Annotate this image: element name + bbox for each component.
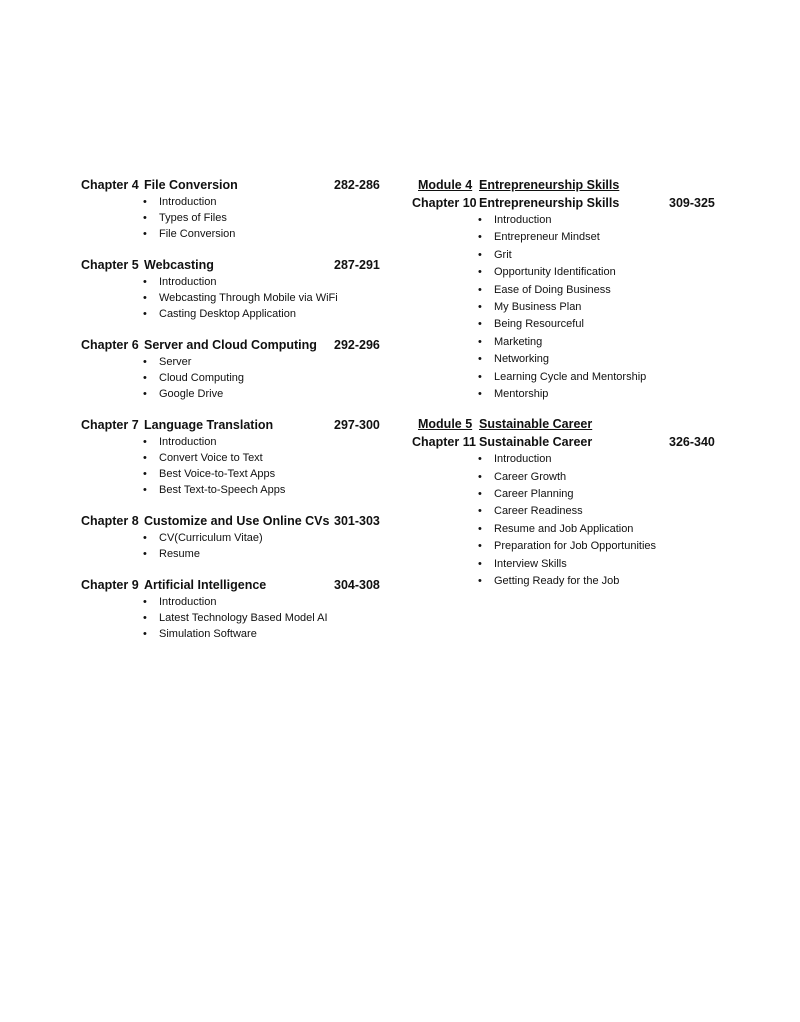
- topic-item: [81, 482, 391, 498]
- bullet-icon: •: [478, 266, 482, 279]
- bullet-icon: •: [478, 453, 482, 466]
- bullet-icon: •: [143, 308, 147, 320]
- topic-label: Best Text-to-Speech Apps: [159, 484, 286, 496]
- topic-label: File Conversion: [159, 228, 236, 240]
- topic-label: Introduction: [159, 276, 217, 288]
- topic-item: [412, 469, 732, 486]
- bullet-icon: •: [143, 548, 147, 560]
- topic-item: [412, 316, 732, 333]
- bullet-icon: •: [143, 196, 147, 208]
- topic-list: [81, 274, 391, 322]
- chapter-heading: [412, 433, 732, 451]
- bullet-icon: •: [143, 452, 147, 464]
- bullet-icon: •: [478, 522, 482, 535]
- bullet-icon: •: [143, 372, 147, 384]
- topic-item: [412, 451, 732, 468]
- bullet-icon: •: [478, 505, 482, 518]
- topic-label: My Business Plan: [494, 300, 582, 313]
- toc-chapter: [81, 176, 391, 242]
- topic-label: Casting Desktop Application: [159, 308, 296, 320]
- chapter-heading: [81, 416, 391, 434]
- topic-item: [81, 594, 391, 610]
- chapter-page-range: 326-340: [669, 435, 715, 450]
- topic-item: [412, 486, 732, 503]
- chapter-title: File Conversion: [144, 178, 238, 192]
- topic-list: [81, 354, 391, 402]
- topic-item: [81, 370, 391, 386]
- chapter-title: Entrepreneurship Skills: [479, 196, 620, 210]
- bullet-icon: •: [478, 470, 482, 483]
- topic-label: Career Planning: [494, 488, 574, 501]
- topic-item: [81, 274, 391, 290]
- topic-label: Opportunity Identification: [494, 266, 616, 279]
- topic-label: Career Growth: [494, 470, 567, 483]
- bullet-icon: •: [478, 231, 482, 244]
- chapter-heading: [81, 336, 391, 354]
- topic-item: [412, 299, 732, 316]
- topic-item: [81, 306, 391, 322]
- topic-label: Resume: [159, 548, 200, 560]
- bullet-icon: •: [478, 387, 482, 400]
- topic-label: Marketing: [494, 335, 543, 348]
- topic-label: Interview Skills: [494, 557, 567, 570]
- topic-item: [81, 194, 391, 210]
- topic-item: [412, 521, 732, 538]
- bullet-icon: •: [143, 628, 147, 640]
- topic-item: [81, 450, 391, 466]
- topic-label: Getting Ready for the Job: [494, 575, 620, 588]
- topic-label: CV(Curriculum Vitae): [159, 532, 263, 544]
- topic-item: [412, 282, 732, 299]
- chapter-page-range: 297-300: [334, 418, 380, 432]
- bullet-icon: •: [478, 370, 482, 383]
- topic-item: [81, 386, 391, 402]
- bullet-icon: •: [478, 353, 482, 366]
- module-number: Module 4: [418, 178, 473, 192]
- topic-item: [412, 247, 732, 264]
- toc-left-column: [81, 176, 391, 656]
- topic-list: [81, 434, 391, 498]
- chapter-number: Chapter 4: [81, 178, 139, 192]
- chapter-number: Chapter 11: [412, 435, 476, 450]
- topic-item: [81, 290, 391, 306]
- topic-label: Introduction: [159, 436, 217, 448]
- bullet-icon: •: [478, 540, 482, 553]
- bullet-icon: •: [478, 300, 482, 313]
- topic-item: [81, 210, 391, 226]
- chapter-heading: [81, 256, 391, 274]
- chapter-number: Chapter 6: [81, 338, 139, 352]
- bullet-icon: •: [143, 532, 147, 544]
- chapter-number: Chapter 9: [81, 578, 139, 592]
- topic-item: [412, 264, 732, 281]
- topic-item: [81, 610, 391, 626]
- module-heading: [412, 415, 732, 433]
- module-title: Entrepreneurship Skills: [479, 178, 620, 192]
- chapter-title: Artificial Intelligence: [144, 578, 267, 592]
- bullet-icon: •: [143, 388, 147, 400]
- chapter-heading: [81, 512, 391, 530]
- toc-chapter: [81, 512, 391, 562]
- bullet-icon: •: [478, 318, 482, 331]
- topic-label: Career Readiness: [494, 505, 583, 518]
- bullet-icon: •: [478, 214, 482, 226]
- chapter-number: Chapter 5: [81, 258, 139, 272]
- chapter-heading: [412, 194, 732, 212]
- topic-list: [81, 194, 391, 242]
- topic-label: Learning Cycle and Mentorship: [494, 370, 647, 383]
- topic-label: Server: [159, 356, 192, 368]
- topic-item: [412, 212, 732, 229]
- topic-label: Ease of Doing Business: [494, 283, 611, 296]
- topic-label: Preparation for Job Opportunities: [494, 540, 657, 553]
- toc-chapter: [81, 256, 391, 322]
- topic-item: [412, 386, 732, 403]
- topic-label: Networking: [494, 353, 550, 366]
- module-title: Sustainable Career: [479, 417, 593, 432]
- topic-label: Cloud Computing: [159, 372, 244, 384]
- topic-label: Introduction: [159, 196, 217, 208]
- bullet-icon: •: [478, 248, 482, 261]
- chapter-heading: [81, 576, 391, 594]
- topic-item: [412, 538, 732, 555]
- topic-item: [81, 626, 391, 642]
- topic-label: Introduction: [494, 214, 552, 226]
- chapter-heading: [81, 176, 391, 194]
- chapter-number: Chapter 7: [81, 418, 139, 432]
- topic-item: [81, 546, 391, 562]
- topic-item: [412, 351, 732, 368]
- topic-item: [81, 226, 391, 242]
- bullet-icon: •: [143, 356, 147, 368]
- chapter-number: Chapter 10: [412, 196, 477, 210]
- chapter-title: Webcasting: [144, 258, 214, 272]
- bullet-icon: •: [478, 283, 482, 296]
- chapter-title: Language Translation: [144, 418, 274, 432]
- bullet-icon: •: [143, 212, 147, 224]
- toc-chapter: [81, 416, 391, 498]
- toc-chapter: [81, 336, 391, 402]
- bullet-icon: •: [143, 612, 147, 624]
- topic-label: Introduction: [494, 453, 552, 466]
- toc-right-column: [412, 176, 732, 590]
- topic-label: Entrepreneur Mindset: [494, 231, 600, 244]
- topic-item: [412, 229, 732, 246]
- chapter-page-range: 309-325: [669, 196, 715, 210]
- bullet-icon: •: [478, 335, 482, 348]
- topic-list: [412, 451, 732, 590]
- toc-chapter: [412, 194, 732, 403]
- bullet-icon: •: [143, 484, 147, 496]
- chapter-page-range: 304-308: [334, 578, 380, 592]
- topic-list: [412, 212, 732, 403]
- bullet-icon: •: [143, 228, 147, 240]
- chapter-title: Customize and Use Online CVs: [144, 514, 330, 528]
- chapter-page-range: 282-286: [334, 178, 380, 192]
- bullet-icon: •: [143, 292, 147, 304]
- topic-item: [81, 434, 391, 450]
- topic-label: Convert Voice to Text: [159, 452, 263, 464]
- topic-item: [412, 573, 732, 590]
- chapter-title: Server and Cloud Computing: [144, 338, 317, 352]
- chapter-page-range: 301-303: [334, 514, 380, 528]
- bullet-icon: •: [478, 488, 482, 501]
- bullet-icon: •: [143, 468, 147, 480]
- topic-item: [81, 466, 391, 482]
- topic-item: [81, 354, 391, 370]
- bullet-icon: •: [143, 276, 147, 288]
- topic-label: Latest Technology Based Model AI: [159, 612, 328, 624]
- topic-label: Best Voice-to-Text Apps: [159, 468, 276, 480]
- topic-list: [81, 530, 391, 562]
- bullet-icon: •: [143, 596, 147, 608]
- module-spacer: [412, 403, 732, 415]
- chapter-page-range: 287-291: [334, 258, 380, 272]
- topic-label: Grit: [494, 248, 512, 261]
- topic-item: [412, 334, 732, 351]
- chapter-page-range: 292-296: [334, 338, 380, 352]
- topic-item: [412, 503, 732, 520]
- bullet-icon: •: [478, 557, 482, 570]
- topic-label: Introduction: [159, 596, 217, 608]
- module-number: Module 5: [418, 417, 473, 432]
- module-heading: [412, 176, 732, 194]
- chapter-number: Chapter 8: [81, 514, 139, 528]
- topic-label: Mentorship: [494, 387, 549, 400]
- bullet-icon: •: [143, 436, 147, 448]
- topic-list: [81, 594, 391, 642]
- topic-label: Google Drive: [159, 388, 224, 400]
- topic-label: Webcasting Through Mobile via WiFi: [159, 292, 338, 304]
- topic-label: Simulation Software: [159, 628, 257, 640]
- topic-label: Being Resourceful: [494, 318, 584, 331]
- topic-item: [412, 556, 732, 573]
- topic-item: [81, 530, 391, 546]
- toc-chapter: [412, 433, 732, 590]
- chapter-title: Sustainable Career: [479, 435, 593, 450]
- topic-item: [412, 369, 732, 386]
- topic-label: Resume and Job Application: [494, 522, 634, 535]
- bullet-icon: •: [478, 575, 482, 588]
- topic-label: Types of Files: [159, 212, 227, 224]
- toc-chapter: [81, 576, 391, 642]
